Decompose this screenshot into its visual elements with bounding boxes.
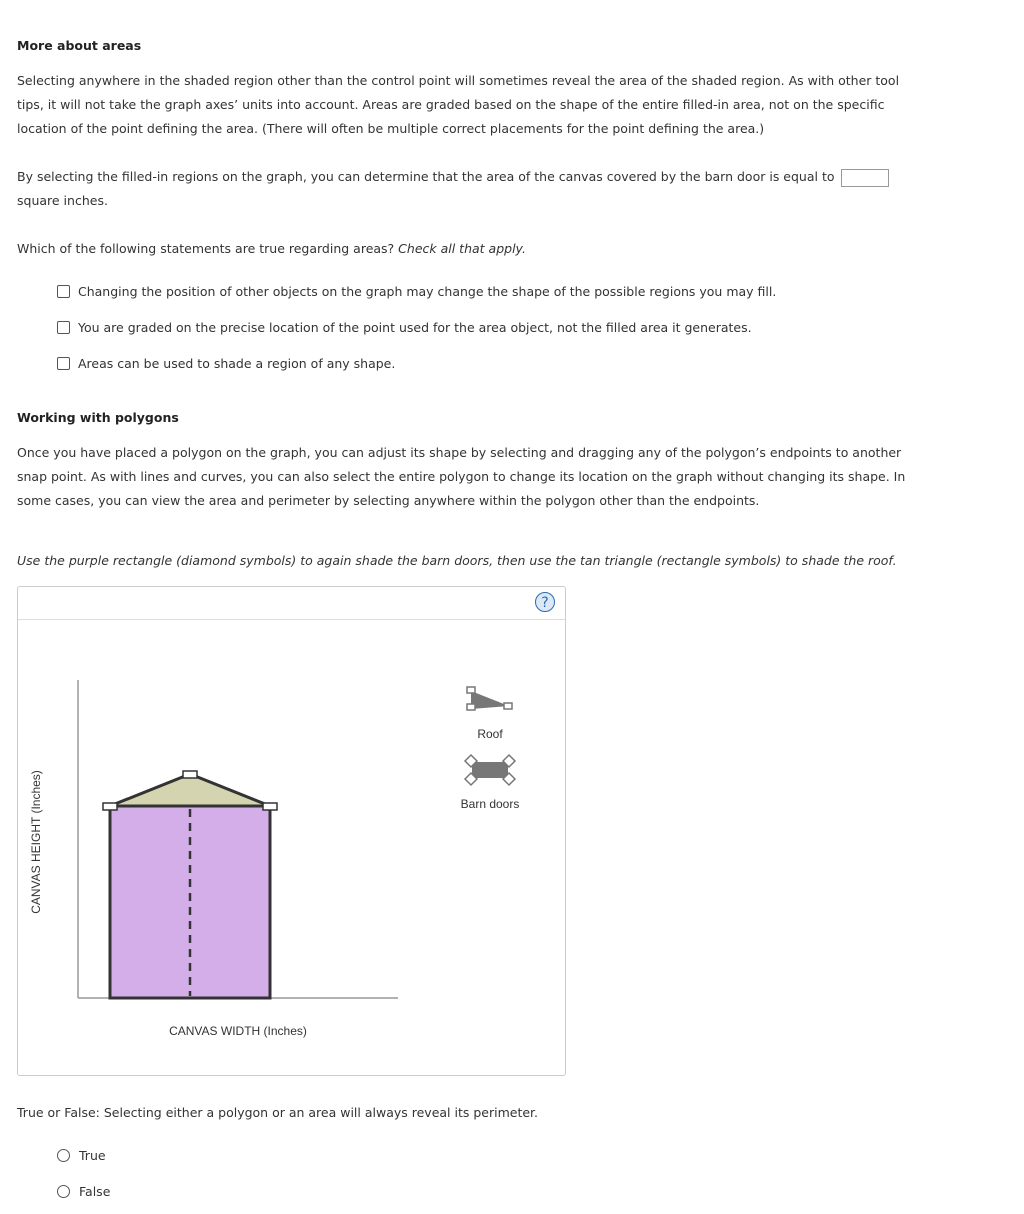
graph-panel[interactable]: [17, 586, 566, 1076]
checkbox[interactable]: [57, 285, 70, 298]
y-axis-label: CANVAS HEIGHT (Inches): [29, 770, 43, 914]
radio-button[interactable]: [57, 1149, 70, 1162]
tan-triangle-tool-icon[interactable]: [467, 687, 512, 710]
radio-button[interactable]: [57, 1185, 70, 1198]
option-label: You are graded on the precise location of the point used for the area object, not the filled area it generates.: [78, 319, 752, 335]
roof-left-handle[interactable]: [103, 803, 117, 810]
areas-question-text: Which of the following statements are true regarding areas?: [17, 241, 399, 256]
roof-right-handle[interactable]: [263, 803, 277, 810]
checkbox[interactable]: [57, 357, 70, 370]
checkbox[interactable]: [57, 321, 70, 334]
areas-option-2[interactable]: [57, 319, 752, 335]
barn-doors-tool-label: Barn doors: [460, 797, 520, 811]
areas-question-hint: Check all that apply.: [398, 241, 526, 256]
roof-triangle[interactable]: [110, 774, 270, 806]
option-label: Areas can be used to shade a region of any shape.: [78, 355, 396, 371]
false-option[interactable]: [57, 1183, 110, 1199]
true-false-question: True or False: Selecting either a polygon or an area will always reveal its perimeter.: [17, 1105, 539, 1120]
areas-question: [17, 241, 526, 256]
x-axis-label: CANVAS WIDTH (Inches): [169, 1024, 307, 1038]
areas-heading: More about areas: [17, 38, 142, 53]
polygons-paragraph: Once you have placed a polygon on the graph, you can adjust its shape by selecting and dragging any of the polygon’s endpoints to another snap point. As with lines and curves, you can also select the entire polygon to change its location on the graph without changing its shape. In some cases, you can view the area and perimeter by selecting anywhere within the polygon other than the endpoints.: [17, 445, 906, 508]
true-option[interactable]: [57, 1147, 106, 1163]
graph-canvas[interactable]: [18, 587, 565, 1075]
areas-paragraph: Selecting anywhere in the shaded region other than the control point will sometimes reveal the area of the shaded region. As with other tool tips, it will not take the graph axes’ units into account. Areas are graded based on the shape of the entire filled-in area, not on the specific location of the point defining the area. (There will often be multiple correct placements for the point defining the area.): [17, 73, 900, 136]
help-icon[interactable]: ?: [535, 592, 555, 612]
area-answer-input[interactable]: [841, 169, 889, 187]
option-label: True: [79, 1147, 106, 1163]
fill-in-text-before: By selecting the filled-in regions on the graph, you can determine that the area of the canvas covered by the barn door is equal to: [17, 169, 835, 184]
polygons-heading: Working with polygons: [17, 410, 179, 425]
option-label: False: [79, 1183, 111, 1199]
fill-in-question: [17, 165, 927, 213]
roof-tool-label: Roof: [477, 727, 503, 741]
option-label: Changing the position of other objects on the graph may change the shape of the possible regions you may fill.: [78, 283, 777, 299]
areas-option-3[interactable]: [57, 355, 395, 371]
fill-in-text-after: square inches.: [17, 193, 108, 208]
polygons-instruction: Use the purple rectangle (diamond symbols) to again shade the barn doors, then use the tan triangle (rectangle symbols) to shade the roof.: [17, 553, 897, 568]
purple-rectangle-tool-icon[interactable]: [465, 755, 515, 785]
areas-option-1[interactable]: [57, 283, 776, 299]
roof-top-handle[interactable]: [183, 771, 197, 778]
